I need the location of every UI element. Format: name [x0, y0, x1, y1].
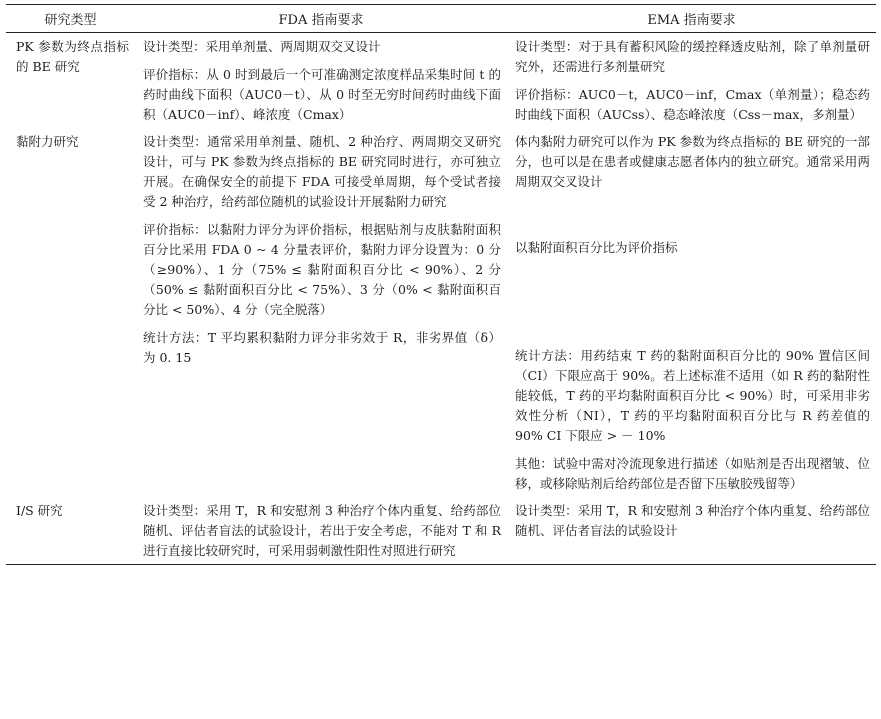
study-type-cell: PK 参数为终点指标的 BE 研究: [16, 39, 129, 74]
header-fda: FDA 指南要求: [135, 5, 507, 33]
fda-requirement: 评价指标：以黏附力评分为评价指标，根据贴剂与皮肤黏附面积百分比采用 FDA 0 ~ 4 分量表评价，黏附力评分设置为：0 分（≥90%）、1 分（75% ≤ 黏附面积百分比 < 90%）、2 分（50% ≤ 黏附面积百分比 < 75%）、3 分（0% < 黏附面积百分比 < 50%）、4 分（完全脱落）: [143, 222, 501, 317]
header-ema: EMA 指南要求: [507, 5, 876, 33]
fda-requirement: 统计方法：T 平均累积黏附力评分非劣效于 R，非劣界值（δ）为 0. 15: [143, 330, 501, 365]
ema-requirement: 设计类型：采用 T，R 和安慰剂 3 种治疗个体内重复、给药部位随机、评估者盲法的试验设计: [515, 503, 870, 538]
study-type-cell: 黏附力研究: [16, 134, 79, 149]
table-row: [6, 33, 876, 129]
fda-requirement: 设计类型：采用 T，R 和安慰剂 3 种治疗个体内重复、给药部位随机、评估者盲法的试验设计，若出于安全考虑，不能对 T 和 R 进行直接比较研究时，可采用弱刺激性阳性对照进行研究: [143, 503, 501, 558]
ema-cell: [507, 497, 876, 565]
fda-cell: [135, 497, 507, 565]
ema-cell: [507, 128, 876, 497]
ema-requirement: 设计类型：对于具有蓄积风险的缓控释透皮贴剂，除了单剂量研究外，还需进行多剂量研究: [515, 39, 870, 74]
ema-requirement: 体内黏附力研究可以作为 PK 参数为终点指标的 BE 研究的一部分，也可以是在患者或健康志愿者体内的独立研究。通常采用两周期双交叉设计: [515, 134, 870, 189]
ema-requirement: 统计方法：用药结束 T 药的黏附面积百分比的 90% 置信区间（CI）下限应高于 90%。若上述标准不适用（如 R 药的黏附性能较低，T 药的平均黏附面积百分比 < 90%）时，可采用非劣效性分析（NI），T 药的平均黏附面积百分比与 R 药差值的 90% CI 下限应 > － 10%: [515, 348, 870, 443]
table-row: [6, 128, 876, 497]
fda-requirement: 评价指标：从 0 时到最后一个可准确测定浓度样品采集时间 t 的药时曲线下面积（AUC0－t）、从 0 时至无穷时间药时曲线下面积（AUC0－inf）、峰浓度（Cmax）: [143, 67, 501, 122]
study-type-cell: I/S 研究: [6, 497, 135, 565]
header-study-type: 研究类型: [6, 5, 135, 33]
table-row: [6, 497, 876, 565]
table-header-row: [6, 5, 876, 33]
fda-requirement: 设计类型：采用单剂量、两周期双交叉设计: [143, 39, 381, 54]
fda-cell: [135, 33, 507, 129]
ema-cell: [507, 33, 876, 129]
fda-requirement: 设计类型：通常采用单剂量、随机、2 种治疗、两周期交叉研究设计，可与 PK 参数为终点指标的 BE 研究同时进行，亦可独立开展。在确保安全的前提下 FDA 可接受单周期，每个受试者接受 2 种治疗，给药部位随机的试验设计开展黏附力研究: [143, 134, 501, 209]
requirements-table: [6, 4, 876, 565]
fda-cell: [135, 128, 507, 497]
ema-requirement: 评价指标：AUC0－t，AUC0－inf，Cmax（单剂量）；稳态药时曲线下面积（AUCss）、稳态峰浓度（Css－max，多剂量）: [515, 87, 870, 122]
ema-requirement: 以黏附面积百分比为评价指标: [515, 240, 678, 255]
ema-requirement: 其他：试验中需对冷流现象进行描述（如贴剂是否出现褶皱、位移，或移除贴剂后给药部位是否留下压敏胶残留等）: [515, 456, 870, 491]
